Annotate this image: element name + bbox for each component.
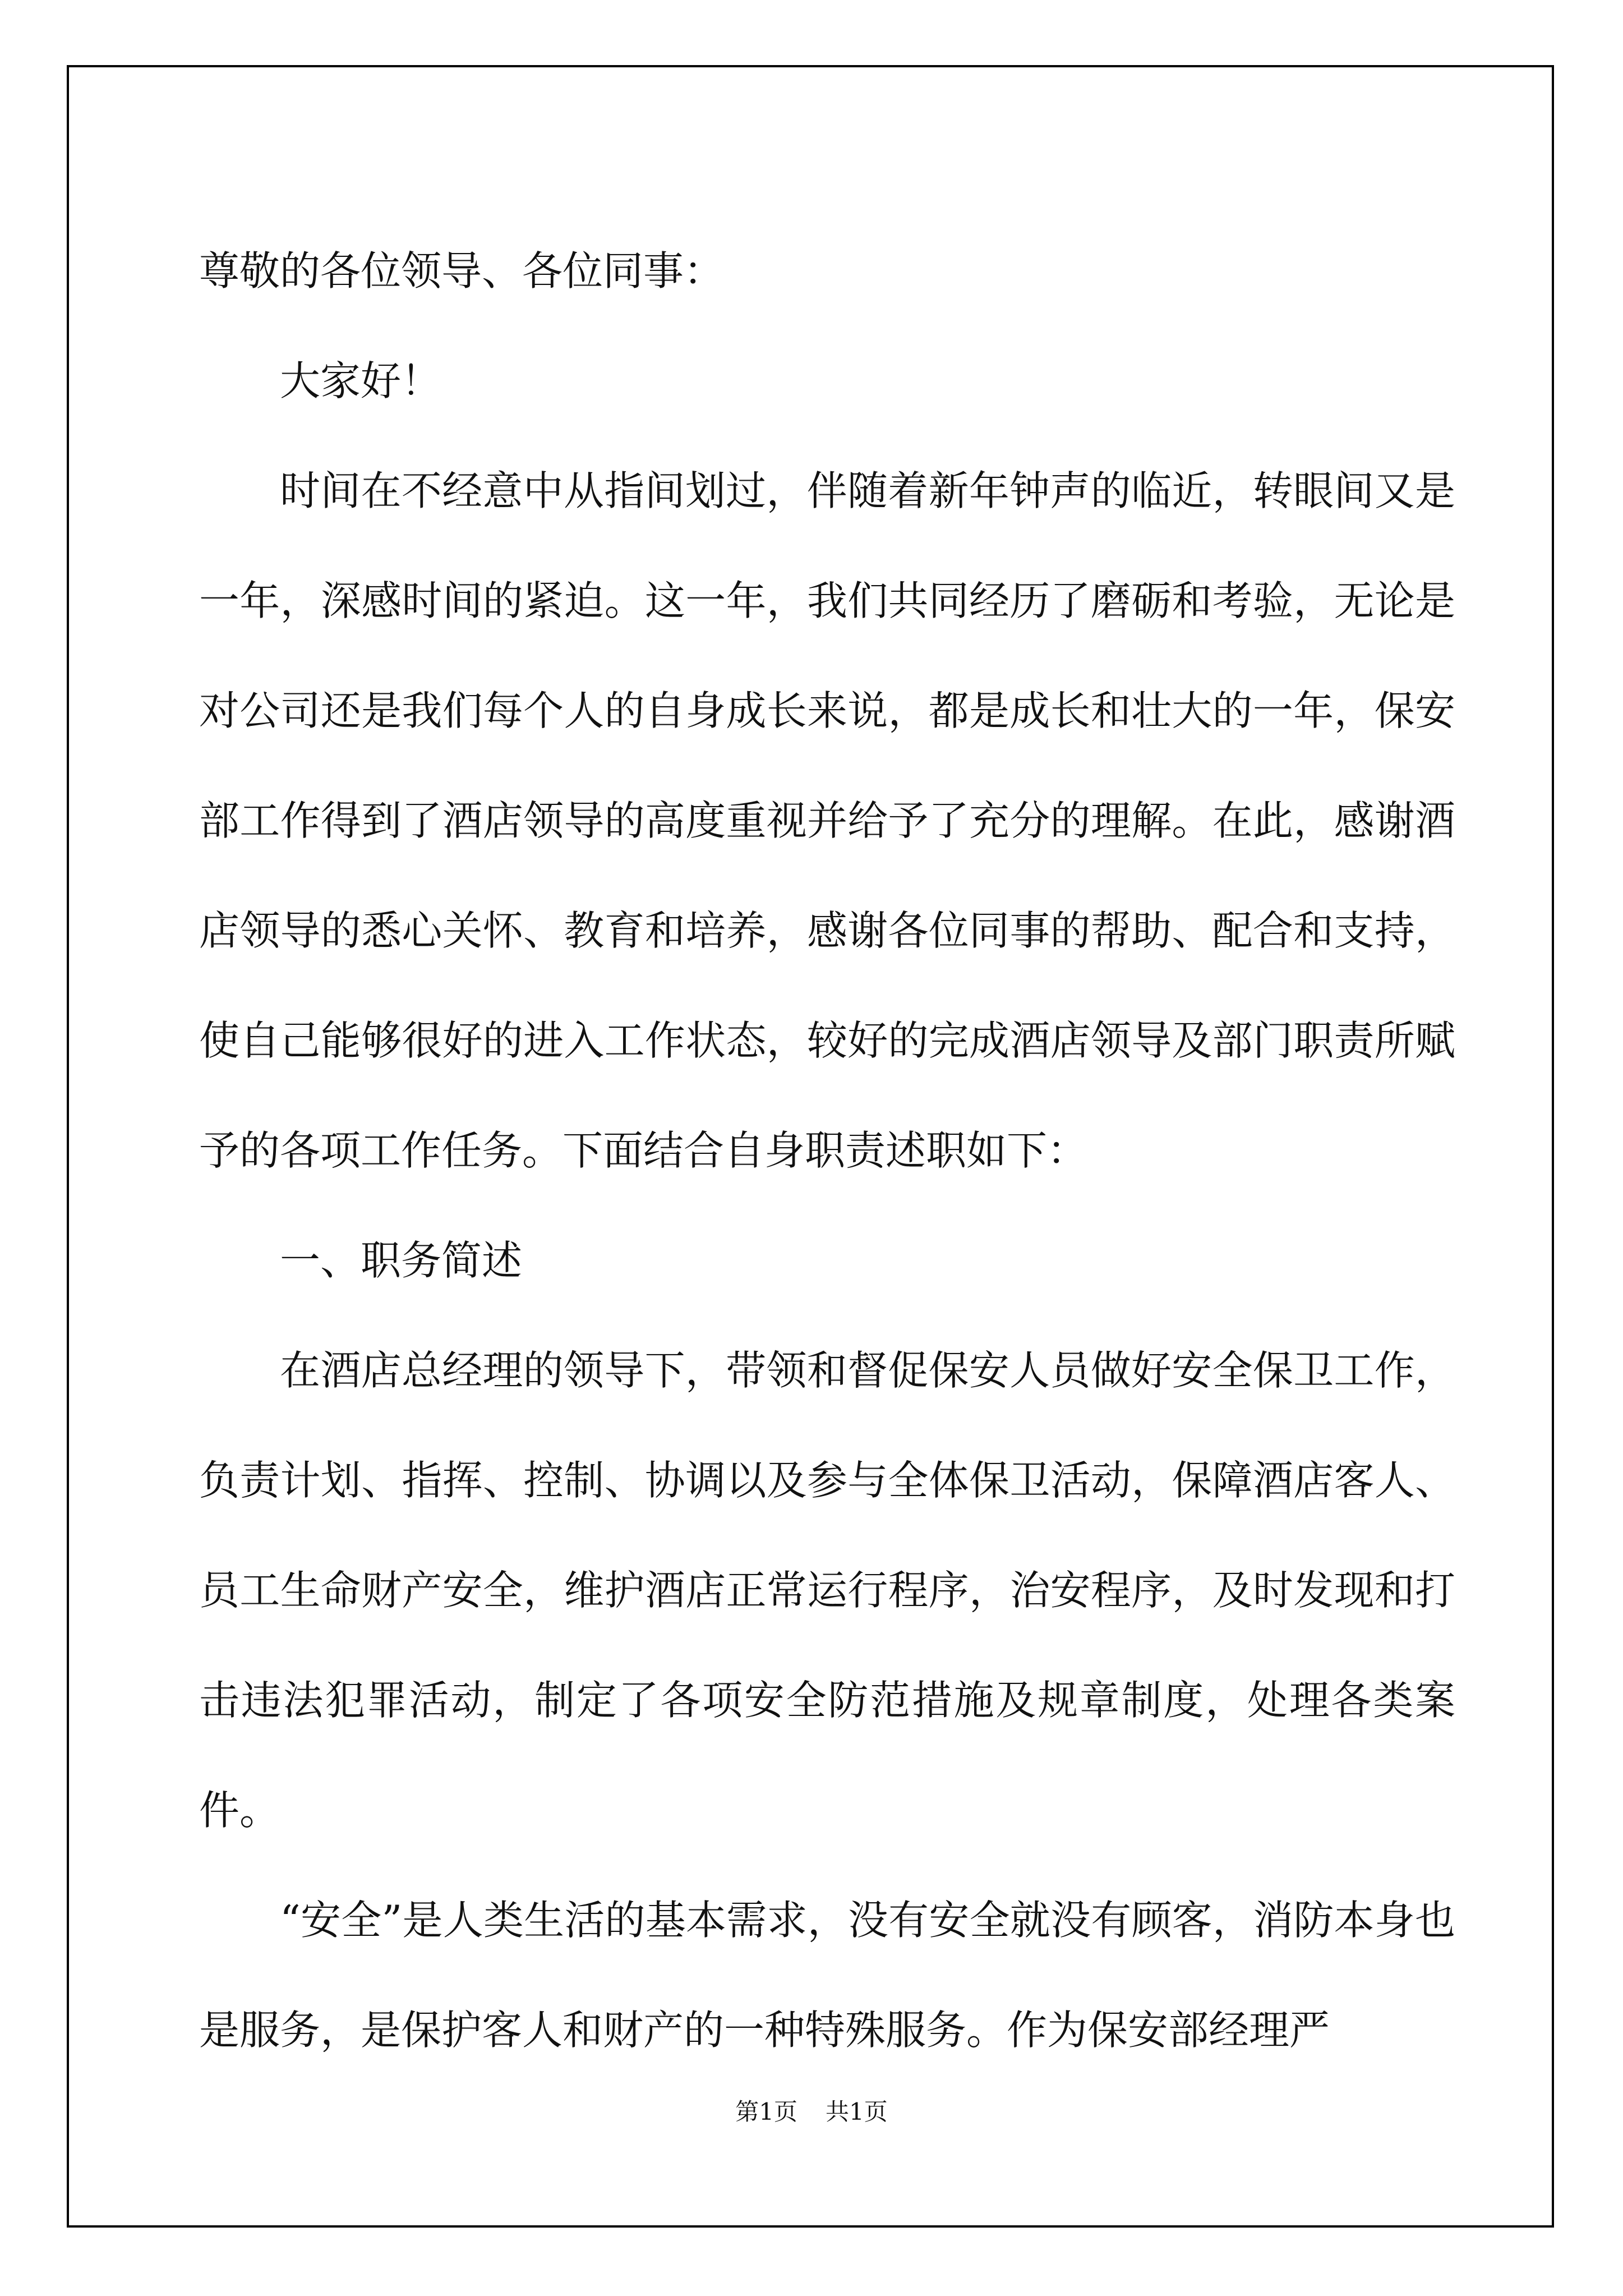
document-body xyxy=(199,216,1455,2085)
paragraph-safety: “安全”是人类生活的基本需求，没有安全就没有顾客，消防本身也是服务，是保护客人和财产的一种特殊服务。作为保安部经理严 xyxy=(199,1897,1455,2054)
page-total: 共1页 xyxy=(826,2098,888,2125)
paragraph-intro: 时间在不经意中从指间划过，伴随着新年钟声的临近，转眼间又是一年，深感时间的紧迫。这一年，我们共同经历了磨砺和考验，无论是对公司还是我们每个人的自身成长来说，都是成长和壮大的一年，保安部工作得到了酒店领导的高度重视并给予了充分的理解。在此，感谢酒店领导的悉心关怀、教育和培养，感谢各位同事的帮助、配合和支持，使自己能够很好的进入工作状态，较好的完成酒店领导及部门职责所赋予的各项工作任务。下面结合自身职责述职如下： xyxy=(199,467,1455,1174)
page-number: 第1页 xyxy=(735,2098,797,2125)
paragraph-duties: 在酒店总经理的领导下，带领和督促保安人员做好安全保卫工作，负责计划、指挥、控制、协调以及参与全体保卫活动，保障酒店客人、员工生命财产安全，维护酒店正常运行程序，治安程序，及时发现和打击违法犯罪活动，制定了各项安全防范措施及规章制度，处理各类案件。 xyxy=(199,1347,1455,1834)
section-heading-duties: 一、职务简述 xyxy=(280,1237,523,1284)
page-footer xyxy=(0,2095,1623,2129)
salutation: 尊敬的各位领导、各位同事： xyxy=(199,247,725,295)
paragraph-greeting: 大家好！ xyxy=(280,357,442,404)
